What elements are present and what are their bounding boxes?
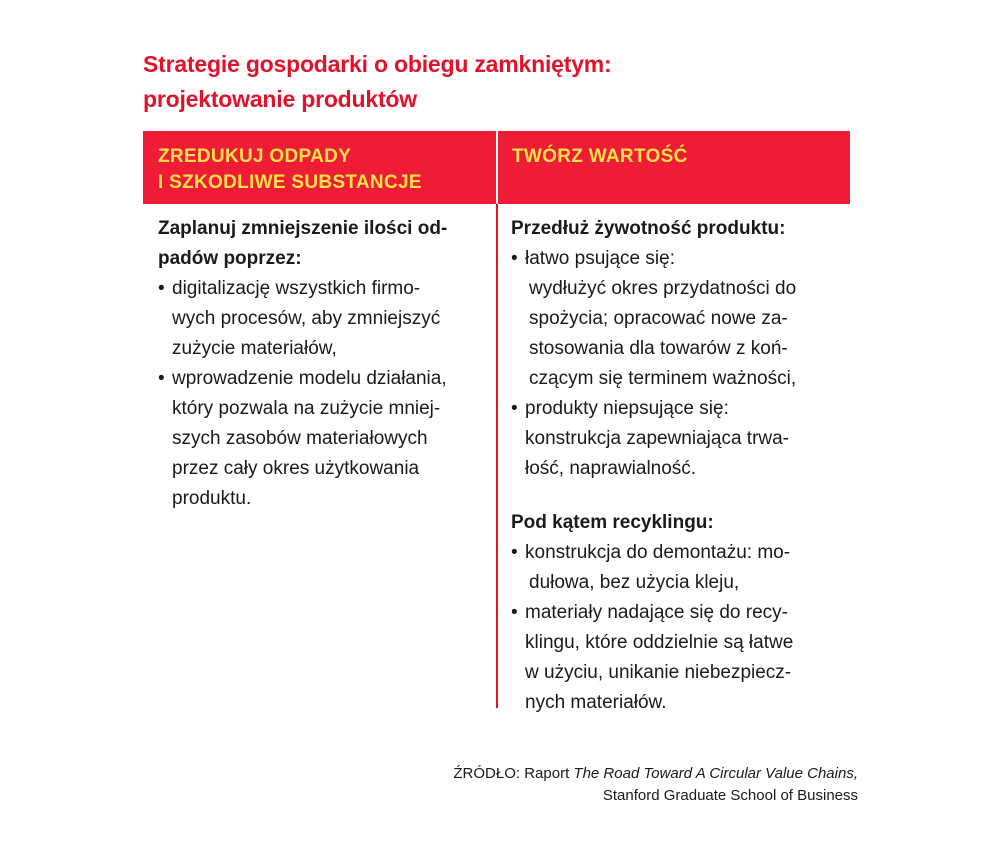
left-list-item-1 [158, 274, 493, 364]
bullet-icon: • [158, 278, 165, 299]
right-section-1-lead: Przedłuż żywotność produktu: [511, 218, 786, 239]
list-item-line: łość, naprawialność. [525, 458, 697, 479]
list-item-line: digitalizację wszystkich firmo- [172, 278, 421, 299]
list-item-line: konstrukcja zapewniająca trwa- [525, 428, 790, 449]
bullet-icon: • [511, 542, 518, 563]
header-create-value [512, 144, 688, 170]
source-institution: Stanford Graduate School of Business [602, 787, 858, 804]
right-s1-list-item-2 [511, 394, 846, 484]
left-column [158, 214, 493, 514]
right-s2-list-item-1 [511, 538, 846, 598]
source-prefix: ŹRÓDŁO: Raport [453, 765, 574, 782]
list-item-line: konstrukcja do demontażu: mo- [525, 542, 791, 563]
right-s2-list-item-2 [511, 598, 846, 718]
left-list-item-2 [158, 364, 493, 514]
list-item-line: produktu. [172, 488, 252, 509]
list-item-line: dułowa, bez użycia kleju, [529, 572, 740, 593]
right-section-2-lead: Pod kątem recyklingu: [511, 512, 714, 533]
list-item-line: materiały nadające się do recy- [525, 602, 788, 623]
list-item-line: klingu, które oddzielnie są łatwe [525, 632, 794, 653]
bullet-icon: • [511, 248, 518, 269]
bullet-icon: • [511, 398, 518, 419]
header-left-line-2: I SZKODLIWE SUBSTANCJE [158, 172, 422, 193]
infographic-title [143, 47, 612, 117]
header-left-line-1: ZREDUKUJ ODPADY [158, 146, 352, 167]
bullet-icon: • [158, 368, 165, 389]
column-divider [496, 131, 498, 708]
list-item-line: spożycia; opracować nowe za- [529, 308, 788, 329]
list-item-line: produkty niepsujące się: [525, 398, 729, 419]
header-reduce-waste [158, 144, 422, 196]
source-note [453, 763, 858, 807]
title-line-2: projektowanie produktów [143, 86, 417, 112]
list-item-line: stosowania dla towarów z koń- [529, 338, 788, 359]
source-report-title: The Road Toward A Circular Value Chains, [573, 765, 858, 782]
list-item-line: w użyciu, unikanie niebezpiecz- [525, 662, 792, 683]
list-item-line: łatwo psujące się: [525, 248, 675, 269]
right-column [511, 214, 846, 718]
list-item-line: czącym się terminem ważności, [529, 368, 797, 389]
list-item-line: wprowadzenie modelu działania, [172, 368, 447, 389]
list-item-line: który pozwala na zużycie mniej- [172, 398, 441, 419]
bullet-icon: • [511, 602, 518, 623]
left-lead-line-1: Zaplanuj zmniejszenie ilości od- [158, 218, 448, 239]
list-item-line: wydłużyć okres przydatności do [529, 278, 797, 299]
list-item-line: przez cały okres użytkowania [172, 458, 420, 479]
header-right-label: TWÓRZ WARTOŚĆ [512, 146, 688, 167]
list-item-line: nych materiałów. [525, 692, 667, 713]
list-item-line: szych zasobów materiałowych [172, 428, 428, 449]
header-divider [496, 131, 498, 204]
list-item-line: wych procesów, aby zmniejszyć [172, 308, 441, 329]
right-s1-list-item-1 [511, 244, 846, 394]
title-line-1: Strategie gospodarki o obiegu zamkniętym: [143, 51, 612, 77]
list-item-line: zużycie materiałów, [172, 338, 337, 359]
left-lead-line-2: padów poprzez: [158, 248, 302, 269]
